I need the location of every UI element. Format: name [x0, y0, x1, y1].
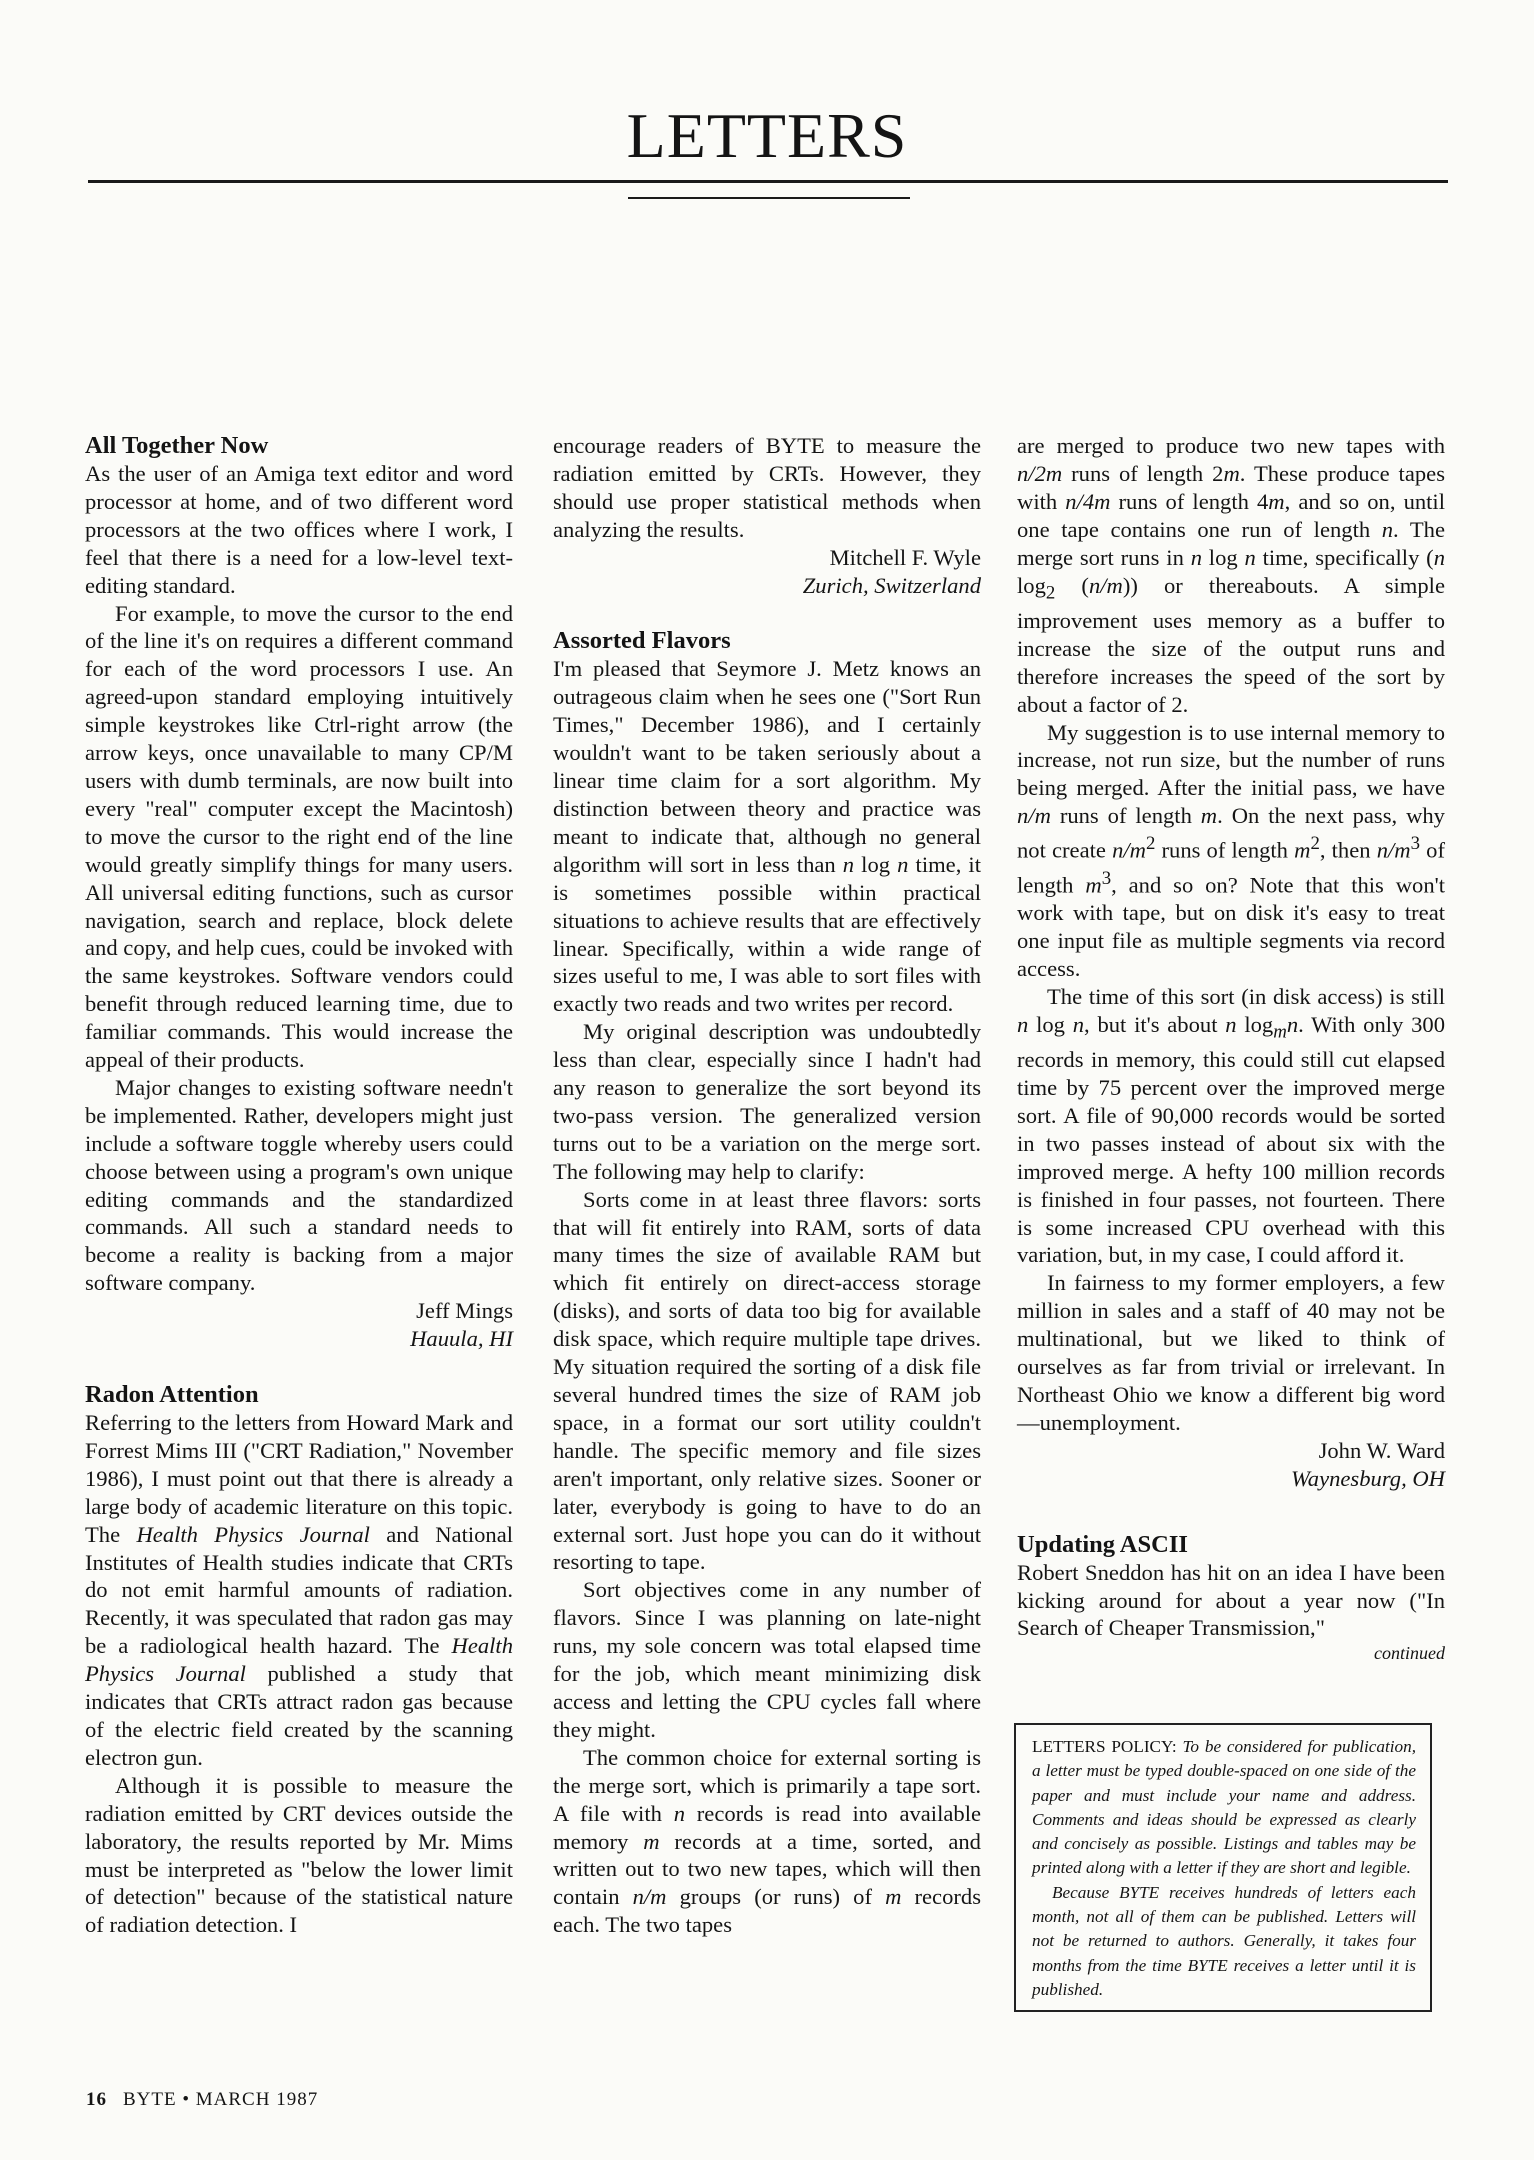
column-1 — [85, 432, 513, 1939]
heading-assorted-flavors: Assorted Flavors — [553, 627, 731, 655]
page-number: 16 — [86, 2089, 107, 2110]
signature-place: Waynesburg, OH — [1291, 1465, 1445, 1491]
paragraph: As the user of an Amiga text editor and word processor at home, and of two different word processors at the two offices where I work, I feel that there is a need for a low-level text-editing standard. — [85, 461, 513, 598]
paragraph: Referring to the letters from Howard Mark and Forrest Mims III ("CRT Radiation," November 1986), I must point out that there is already a large body of academic literature on this topic. The Health Physics Journal and National Institutes of Health studies indicate that CRTs do not emit harmful amounts of radiation. Recently, it was speculated that radon gas may be a radiological health hazard. The Health Physics Journal published a study that indicates that CRTs attract radon gas because of the electric field created by the scanning electron gun. — [85, 1410, 514, 1770]
continued-label: continued — [1374, 1643, 1445, 1664]
page-footer — [86, 2089, 318, 2111]
page-title: LETTERS — [626, 100, 908, 171]
paragraph: Although it is possible to measure the radiation emitted by CRT devices outside the laboratory, the results reported by Mr. Mims must be interpreted as "below the lower limit of detection" because of the statistical nature of radiation detection. I — [85, 1772, 513, 1938]
signature-name: John W. Ward — [1318, 1437, 1445, 1463]
paragraph: My suggestion is to use internal memory to increase, not run size, but the number of runs being merged. After the initial pass, we have n/m runs of length m. On the next pass, why not create $n/m^2$ runs of length $m^2$, then $n/m^3$ of length $m^3$, and so on? Note that this won't work with tape, but on disk it's easy to treat one input file as multiple segments via record access. — [1017, 719, 1445, 981]
heading-all-together-now: All Together Now — [85, 432, 269, 459]
paragraph: The common choice for external sorting is the merge sort, which is primarily a tape sort. A file with n records is read into available memory m records at a time, sorted, and written out to two new tapes, which will then contain n/m groups (or runs) of m records each. The two tapes — [553, 1744, 981, 1938]
policy-paragraph: Because BYTE receives hundreds of letters each month, not all of them can be published. Letters will not be returned to authors. Generally, it takes four months from the time BYTE receives a letter until it is published. — [1032, 1882, 1416, 1999]
paragraph: Major changes to existing software needn't be implemented. Rather, developers might just include a software toggle whereby users could choose between using a program's own unique editing commands and the standardized commands. All such a standard needs to become a reality is backing from a major software company. — [85, 1074, 513, 1296]
heading-updating-ascii: Updating ASCII — [1017, 1530, 1188, 1558]
signature-place: Hauula, HI — [410, 1326, 513, 1352]
magazine-issue: BYTE • MARCH 1987 — [123, 2089, 319, 2110]
paragraph: Sort objectives come in any number of flavors. Since I was planning on late-night runs, my sole concern was total elapsed time for the job, which meant minimizing disk access and letting the CPU cycles fall where they might. — [553, 1577, 981, 1742]
paragraph: I'm pleased that Seymore J. Metz knows an outrageous claim when he sees one ("Sort Run Times," December 1986), and I certainly wouldn't want to be taken seriously about a linear time claim for a sort algorithm. My distinction between theory and practice was meant to indicate that, although no general algorithm will sort in less than n log n time, it is sometimes possible within practical situations to achieve results that are effectively linear. Specifically, within a wide range of sizes useful to me, I was able to sort files with exactly two reads and two writes per record. — [553, 656, 981, 1017]
paragraph: are merged to produce two new tapes with n/2m runs of length 2m. These produce tapes with n/4m runs of length 4m, and so on, until one tape contains one run of length n. The merge sort runs in n log n time, specifically (n $\log_2 (n/m)$) or thereabouts. A simple improvement uses memory as a buffer to increase the size of the output runs and therefore increases the speed of the sort by about a factor of 2. — [1017, 433, 1446, 717]
column-3 — [1017, 432, 1445, 1664]
column-2 — [553, 432, 981, 1939]
heading-radon-attention: Radon Attention — [85, 1381, 259, 1408]
paragraph: For example, to move the cursor to the end of the line it's on requires a different command for each of the word processors I use. An agreed-upon standard employing intuitively simple keystrokes like Ctrl-right arrow (the arrow keys, once unavailable to many CP/M users with dumb terminals, are now built into every "real" computer except the Macintosh) to move the cursor to the right end of the line would greatly simplify things for many users. All universal editing functions, such as cursor navigation, search and replace, block delete and copy, and help cues, could be invoked with the same keystrokes. Software vendors could benefit through reduced learning time, due to familiar commands. This would increase the appeal of their products. — [85, 600, 513, 1073]
paragraph: Sorts come in at least three flavors: sorts that will fit entirely into RAM, sorts of data many times the size of available RAM but which fit entirely on direct-access storage (disks), and sorts of data too big for available disk space, which require multiple tape drives. My situation required the sorting of a disk file several hundred times the size of RAM job space, in a format our sort utility couldn't handle. The specific memory and file sizes aren't important, only relative sizes. Sooner or later, everybody is going to have to do an external sort. Just hope you can do it without resorting to tape. — [553, 1186, 981, 1575]
paragraph: My original description was undoubtedly less than clear, especially since I hadn't had any reason to generalize the sort beyond its two-pass version. The generalized version turns out to be a variation on the merge sort. The following may help to clarify: — [553, 1019, 981, 1184]
policy-label: LETTERS POLICY: — [1032, 1737, 1183, 1756]
signature-place: Zurich, Switzerland — [802, 572, 981, 598]
signature-name: Mitchell F. Wyle — [829, 544, 981, 570]
paragraph: encourage readers of BYTE to measure the radiation emitted by CRTs. However, they should use proper statistical methods when analyzing the results. — [553, 433, 981, 542]
paragraph: Robert Sneddon has hit on an idea I have been kicking around for about a year now ("In Search of Cheaper Transmission," — [1017, 1559, 1445, 1641]
title-underline — [628, 197, 910, 199]
paragraph: The time of this sort (in disk access) is still n log n, but it's about n $\log_mn$. With only 300 records in memory, this could still cut elapsed time by 75 percent over the improved merge sort. A file of 90,000 records would be sorted in two passes instead of about six with the improved merge. A hefty 100 million records is finished in four passes, not fourteen. There is some increased CPU overhead with this variation, but, in my case, I could afford it. — [1017, 983, 1445, 1268]
title-rule — [88, 180, 1448, 183]
policy-paragraph: LETTERS POLICY: To be considered for publication, a letter must be typed double-spaced on one side of the paper and must include your name and address. Comments and ideas should be expressed as clearly and concisely as possible. Listings and tables may be printed along with a letter if they are short and legible. — [1032, 1737, 1416, 1878]
letters-policy-box — [1014, 1723, 1432, 2012]
signature-name: Jeff Mings — [416, 1298, 513, 1324]
paragraph: In fairness to my former employers, a few million in sales and a staff of 40 may not be multinational, but we liked to think of ourselves as far from trivial or irrelevant. In Northeast Ohio we know a different big word—unemployment. — [1017, 1270, 1445, 1435]
